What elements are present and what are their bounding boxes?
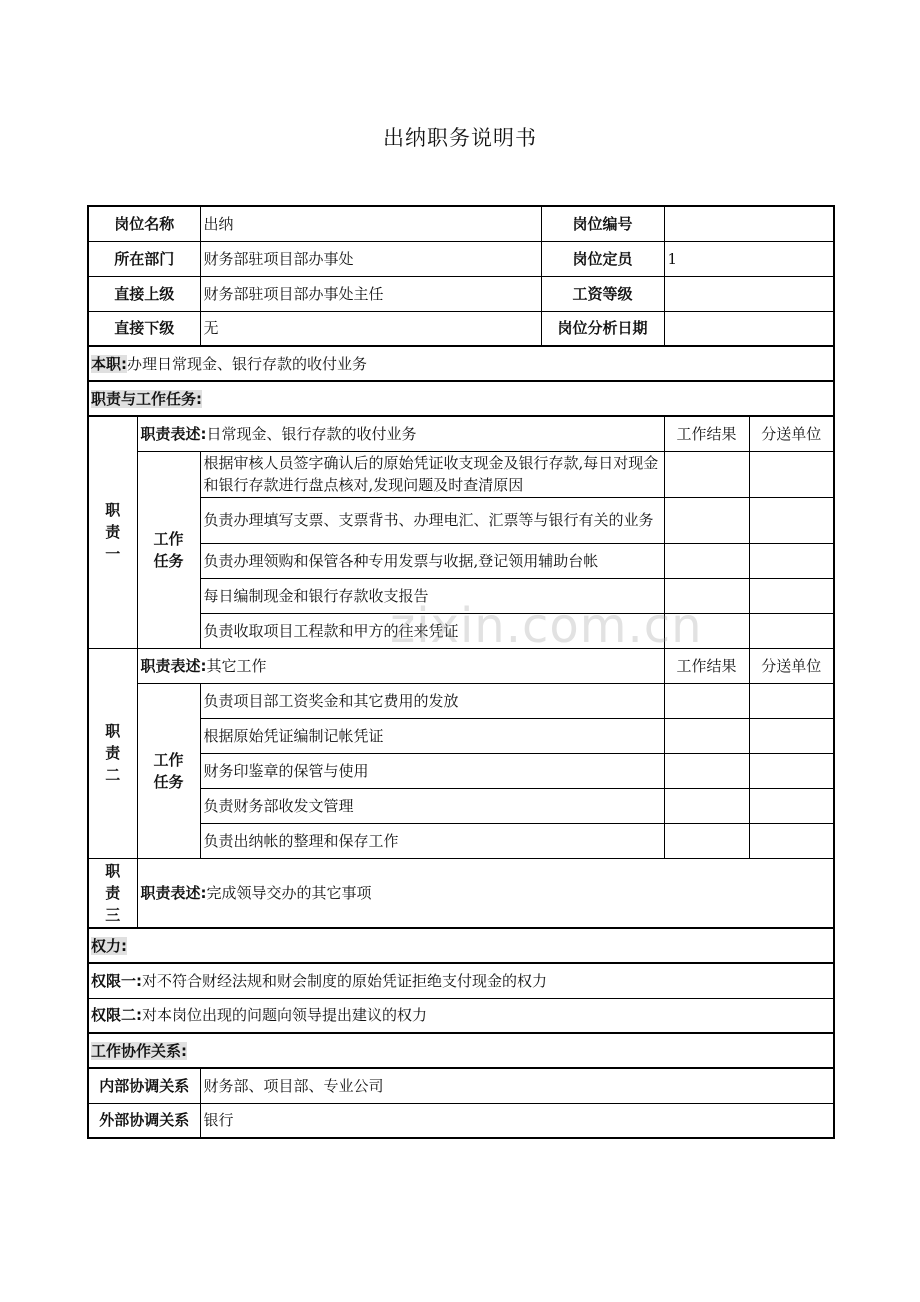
duties-header-cell	[88, 381, 834, 416]
duty1-dest-header: 分送单位	[749, 416, 834, 451]
task-result	[664, 543, 749, 578]
duty1-task: 负责收取项目工程款和甲方的往来凭证	[200, 613, 664, 648]
core-cell	[88, 346, 834, 381]
power-header: 权力:	[91, 936, 127, 955]
row-coop-internal	[88, 1068, 834, 1103]
superior-value: 财务部驻项目部办事处主任	[200, 276, 541, 311]
duty2-task-label	[137, 683, 200, 858]
power-header-cell	[88, 928, 834, 963]
duty2-task: 负责项目部工资奖金和其它费用的发放	[200, 683, 664, 718]
task-dest	[749, 451, 834, 497]
task-dest	[749, 788, 834, 823]
external-coop-value: 银行	[200, 1103, 834, 1138]
row-coop-external	[88, 1103, 834, 1138]
task-result	[664, 578, 749, 613]
dept-value: 财务部驻项目部办事处	[200, 241, 541, 276]
task-dest	[749, 543, 834, 578]
salary-label: 工资等级	[541, 276, 664, 311]
duty2-dest-header: 分送单位	[749, 648, 834, 683]
duties-header: 职责与工作任务:	[91, 389, 202, 408]
power-item	[88, 963, 834, 998]
task-dest	[749, 613, 834, 648]
task-dest	[749, 753, 834, 788]
job-description-table	[87, 205, 835, 1139]
task-result	[664, 823, 749, 858]
duty1-task: 负责办理填写支票、支票背书、办理电汇、汇票等与银行有关的业务	[200, 497, 664, 543]
duty3-desc-text: 完成领导交办的其它事项	[206, 883, 372, 902]
row-coop-header	[88, 1033, 834, 1068]
duty2-task: 根据原始凭证编制记帐凭证	[200, 718, 664, 753]
duty1-task-row	[88, 578, 834, 613]
task-dest	[749, 578, 834, 613]
task-dest	[749, 718, 834, 753]
post-no-value	[664, 206, 834, 241]
power-item-label: 权限二:	[91, 1006, 142, 1025]
task-dest	[749, 683, 834, 718]
coop-header-cell	[88, 1033, 834, 1068]
duty3-side-char: 三	[105, 905, 121, 924]
task-result	[664, 718, 749, 753]
duty2-side-char: 二	[105, 766, 121, 784]
duty2-desc-row	[88, 648, 834, 683]
task-label-line: 工作	[153, 750, 184, 769]
duty1-task-row	[88, 543, 834, 578]
duty2-side-label	[88, 648, 137, 858]
duty1-side-label	[88, 416, 137, 648]
row-post-name	[88, 206, 834, 241]
task-result	[664, 788, 749, 823]
document-title: 出纳职务说明书	[383, 126, 537, 150]
row-power-1	[88, 963, 834, 998]
duty2-result-header: 工作结果	[664, 648, 749, 683]
duty2-task-row	[88, 788, 834, 823]
duty2-task: 负责财务部收发文管理	[200, 788, 664, 823]
core-text: 办理日常现金、银行存款的收付业务	[127, 354, 368, 373]
task-dest	[749, 497, 834, 543]
duty3-side-char: 责	[105, 883, 121, 902]
watermark-text: zixin.com.cn	[390, 598, 703, 654]
duty1-task-row	[88, 613, 834, 648]
duty1-desc-label: 职责表述:	[140, 424, 207, 443]
subordinate-label: 直接下级	[88, 311, 200, 346]
power-item	[88, 998, 834, 1033]
task-label-line: 任务	[153, 772, 184, 791]
power-item-label: 权限一:	[91, 971, 142, 990]
post-name-value: 出纳	[200, 206, 541, 241]
task-dest	[749, 823, 834, 858]
power-item-text: 对不符合财经法规和财会制度的原始凭证拒绝支付现金的权力	[142, 971, 548, 990]
duty1-task: 每日编制现金和银行存款收支报告	[200, 578, 664, 613]
duty1-task-label	[137, 451, 200, 648]
duty3-desc-label: 职责表述:	[140, 883, 207, 902]
duty1-desc	[137, 416, 664, 451]
duty3-side-char: 职	[105, 861, 121, 880]
task-result	[664, 753, 749, 788]
duty1-side-char: 一	[105, 545, 121, 564]
task-result	[664, 683, 749, 718]
duty2-task-row	[88, 718, 834, 753]
task-label-line: 任务	[153, 551, 184, 570]
duty1-task: 根据审核人员签字确认后的原始凭证收支现金及银行存款,每日对现金和银行存款进行盘点核对,发现问题及时查清原因	[200, 451, 664, 497]
duty2-task-row	[88, 683, 834, 718]
analysis-date-label: 岗位分析日期	[541, 311, 664, 346]
duty1-result-header: 工作结果	[664, 416, 749, 451]
row-duties-header	[88, 381, 834, 416]
post-name-label: 岗位名称	[88, 206, 200, 241]
duty2-task-row	[88, 823, 834, 858]
duty1-task-row	[88, 497, 834, 543]
duty3-desc	[137, 858, 834, 928]
duty1-side-char: 职	[105, 501, 121, 520]
duty3-side-label	[88, 858, 137, 928]
superior-label: 直接上级	[88, 276, 200, 311]
quota-label: 岗位定员	[541, 241, 664, 276]
duty1-desc-row	[88, 416, 834, 451]
row-core	[88, 346, 834, 381]
duty1-task-row	[88, 451, 834, 497]
internal-coop-label: 内部协调关系	[88, 1068, 200, 1103]
duty2-desc-text: 其它工作	[206, 656, 267, 675]
salary-value	[664, 276, 834, 311]
duty2-task-row	[88, 753, 834, 788]
row-power-header	[88, 928, 834, 963]
external-coop-label: 外部协调关系	[88, 1103, 200, 1138]
duty2-task: 财务印鉴章的保管与使用	[200, 753, 664, 788]
task-result	[664, 613, 749, 648]
core-label: 本职:	[91, 354, 127, 373]
analysis-date-value	[664, 311, 834, 346]
post-no-label: 岗位编号	[541, 206, 664, 241]
row-subordinate	[88, 311, 834, 346]
task-result	[664, 497, 749, 543]
coop-header: 工作协作关系:	[91, 1041, 187, 1060]
duty2-desc	[137, 648, 664, 683]
row-superior	[88, 276, 834, 311]
internal-coop-value: 财务部、项目部、专业公司	[200, 1068, 834, 1103]
duty2-task: 负责出纳帐的整理和保存工作	[200, 823, 664, 858]
dept-label: 所在部门	[88, 241, 200, 276]
task-result	[664, 451, 749, 497]
duty1-desc-text: 日常现金、银行存款的收付业务	[206, 424, 417, 443]
subordinate-value: 无	[200, 311, 541, 346]
duty1-task: 负责办理领购和保管各种专用发票与收据,登记领用辅助台帐	[200, 543, 664, 578]
duty2-side-char: 职	[105, 722, 121, 740]
power-item-text: 对本岗位出现的问题向领导提出建议的权力	[142, 1006, 428, 1025]
row-dept	[88, 241, 834, 276]
duty2-side-char: 责	[105, 744, 121, 762]
duty3-row	[88, 858, 834, 928]
duty1-side-char: 责	[105, 523, 121, 542]
quota-value: 1	[664, 241, 834, 276]
duty2-desc-label: 职责表述:	[140, 656, 207, 675]
task-label-line: 工作	[153, 529, 184, 548]
row-power-2	[88, 998, 834, 1033]
